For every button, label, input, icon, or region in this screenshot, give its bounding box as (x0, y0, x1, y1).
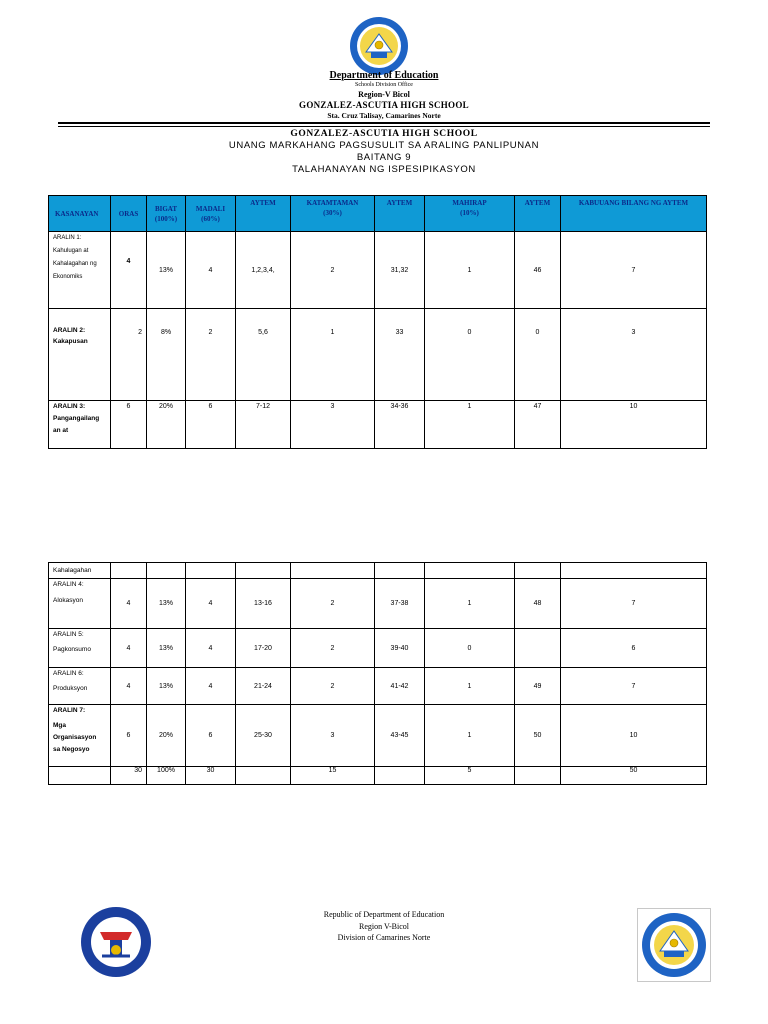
table-row (49, 629, 707, 668)
cell-bigat: 13% (147, 629, 186, 668)
cell-aytem-1: 7-12 (236, 401, 291, 449)
cell-aytem-3: 0 (515, 309, 561, 401)
cell-empty (561, 563, 707, 579)
cell-oras: 4 (111, 579, 147, 629)
cell-bigat: 13% (147, 668, 186, 705)
header-rule-thick (58, 122, 710, 124)
total-bigat: 100% (147, 767, 186, 785)
col-madali: MADALI (60%) (186, 196, 236, 232)
col-oras: ORAS (111, 196, 147, 232)
col-aytem-3: AYTEM (515, 196, 561, 232)
cell-empty (425, 563, 515, 579)
specification-table-part-2 (48, 562, 707, 785)
cell-aytem-3: 50 (515, 705, 561, 767)
cell-madali: 6 (186, 401, 236, 449)
cell-kasanayan: ARALIN 3: Pangangailang an at (49, 401, 111, 449)
cell-aytem-3: 48 (515, 579, 561, 629)
cell-kasanayan: Kahalagahan (49, 563, 111, 579)
col-kabuuan: KABUUANG BILANG NG AYTEM (561, 196, 707, 232)
cell-madali: 4 (186, 629, 236, 668)
cell-empty (515, 767, 561, 785)
cell-empty (375, 767, 425, 785)
cell-aytem-1: 13-16 (236, 579, 291, 629)
cell-aytem-1: 1,2,3,4, (236, 232, 291, 309)
cell-oras: 4 (111, 232, 147, 309)
cell-kabuuan: 10 (561, 705, 707, 767)
col-aytem-2: AYTEM (375, 196, 425, 232)
cell-katamtaman: 3 (291, 401, 375, 449)
table-row (49, 401, 707, 449)
cell-aytem-2: 37-38 (375, 579, 425, 629)
total-madali: 30 (186, 767, 236, 785)
table-totals-row (49, 767, 707, 785)
cell-bigat: 20% (147, 401, 186, 449)
total-oras: 30 (111, 767, 147, 785)
cell-mahirap: 1 (425, 401, 515, 449)
cell-bigat: 8% (147, 309, 186, 401)
cell-kasanayan: ARALIN 2: Kakapusan (49, 309, 111, 401)
cell-kasanayan: ARALIN 5: Pagkonsumo (49, 629, 111, 668)
cell-aytem-2: 34-36 (375, 401, 425, 449)
cell-madali: 2 (186, 309, 236, 401)
cell-bigat: 13% (147, 232, 186, 309)
cell-kasanayan: ARALIN 1: Kahulugan at Kahalagahan ng Ekonomiks (49, 232, 111, 309)
cell-madali: 4 (186, 668, 236, 705)
cell-aytem-2: 31,32 (375, 232, 425, 309)
cell-bigat: 13% (147, 579, 186, 629)
cell-aytem-3: 46 (515, 232, 561, 309)
cell-mahirap: 1 (425, 705, 515, 767)
cell-empty (147, 563, 186, 579)
title-grade: BAITANG 9 (356, 152, 412, 163)
cell-oras: 6 (111, 705, 147, 767)
school-name: GONZALEZ-ASCUTIA HIGH SCHOOL (299, 100, 469, 110)
cell-empty (111, 563, 147, 579)
cell-mahirap: 1 (425, 668, 515, 705)
cell-kasanayan: ARALIN 4: Alokasyon (49, 579, 111, 629)
cell-madali: 6 (186, 705, 236, 767)
total-kabuuan: 50 (561, 767, 707, 785)
cell-kasanayan: ARALIN 7: Mga Organisasyon sa Negosyo (49, 705, 111, 767)
cell-empty (236, 563, 291, 579)
cell-katamtaman: 2 (291, 668, 375, 705)
table-row (49, 232, 707, 309)
cell-empty (375, 563, 425, 579)
region-name: Region-V Bicol (358, 90, 410, 99)
cell-oras: 6 (111, 401, 147, 449)
cell-kabuuan: 10 (561, 401, 707, 449)
school-address: Sta. Cruz Talisay, Camarines Norte (327, 111, 441, 120)
cell-mahirap: 1 (425, 232, 515, 309)
cell-katamtaman: 1 (291, 309, 375, 401)
cell-kabuuan: 6 (561, 629, 707, 668)
cell-mahirap: 1 (425, 579, 515, 629)
footer-line-1: Republic of Department of Education (323, 910, 445, 919)
cell-aytem-2: 41-42 (375, 668, 425, 705)
cell-empty (49, 767, 111, 785)
cell-oras: 2 (111, 309, 147, 401)
cell-kasanayan: ARALIN 6: Produksyon (49, 668, 111, 705)
cell-aytem-1: 17-20 (236, 629, 291, 668)
department-name: Department of Education (329, 70, 439, 81)
title-table: TALAHANAYAN NG ISPESIPIKASYON (292, 164, 476, 175)
specification-table-part-1 (48, 195, 707, 449)
cell-aytem-2: 39-40 (375, 629, 425, 668)
title-school: GONZALEZ-ASCUTIA HIGH SCHOOL (290, 129, 478, 139)
cell-empty (291, 563, 375, 579)
cell-kabuuan: 7 (561, 579, 707, 629)
cell-madali: 4 (186, 232, 236, 309)
table-row (49, 579, 707, 629)
footer-line-2: Region V-Bicol (358, 921, 409, 931)
cell-kabuuan: 3 (561, 309, 707, 401)
cell-madali: 4 (186, 579, 236, 629)
col-bigat: BIGAT (100%) (147, 196, 186, 232)
cell-empty (236, 767, 291, 785)
cell-aytem-3 (515, 629, 561, 668)
cell-katamtaman: 2 (291, 629, 375, 668)
cell-kabuuan: 7 (561, 232, 707, 309)
school-seal-icon (637, 908, 711, 982)
cell-aytem-1: 25-30 (236, 705, 291, 767)
school-seal-icon (349, 16, 409, 76)
cell-aytem-1: 21-24 (236, 668, 291, 705)
cell-oras: 4 (111, 629, 147, 668)
division-office: Schools Division Office (355, 82, 413, 88)
header-rule-thin (58, 126, 710, 127)
total-katamtaman: 15 (291, 767, 375, 785)
title-exam: UNANG MARKAHANG PAGSUSULIT SA ARALING PANLIPUNAN (228, 140, 540, 151)
cell-aytem-1: 5,6 (236, 309, 291, 401)
cell-oras: 4 (111, 668, 147, 705)
cell-aytem-2: 43-45 (375, 705, 425, 767)
table-row (49, 563, 707, 579)
footer-line-3: Division of Camarines Norte (337, 933, 431, 942)
table-row (49, 668, 707, 705)
cell-katamtaman: 3 (291, 705, 375, 767)
cell-mahirap: 0 (425, 309, 515, 401)
cell-aytem-3: 47 (515, 401, 561, 449)
table-row (49, 705, 707, 767)
col-kasanayan: KASANAYAN (49, 196, 111, 232)
cell-kabuuan: 7 (561, 668, 707, 705)
cell-katamtaman: 2 (291, 579, 375, 629)
table-header-row (49, 196, 707, 232)
cell-aytem-2: 33 (375, 309, 425, 401)
cell-empty (515, 563, 561, 579)
cell-katamtaman: 2 (291, 232, 375, 309)
cell-empty (186, 563, 236, 579)
total-mahirap: 5 (425, 767, 515, 785)
cell-bigat: 20% (147, 705, 186, 767)
col-katamtaman: KATAMTAMAN (30%) (291, 196, 375, 232)
col-aytem-1: AYTEM (236, 196, 291, 232)
table-row (49, 309, 707, 401)
cell-mahirap: 0 (425, 629, 515, 668)
cell-aytem-3: 49 (515, 668, 561, 705)
col-mahirap: MAHIRAP (10%) (425, 196, 515, 232)
